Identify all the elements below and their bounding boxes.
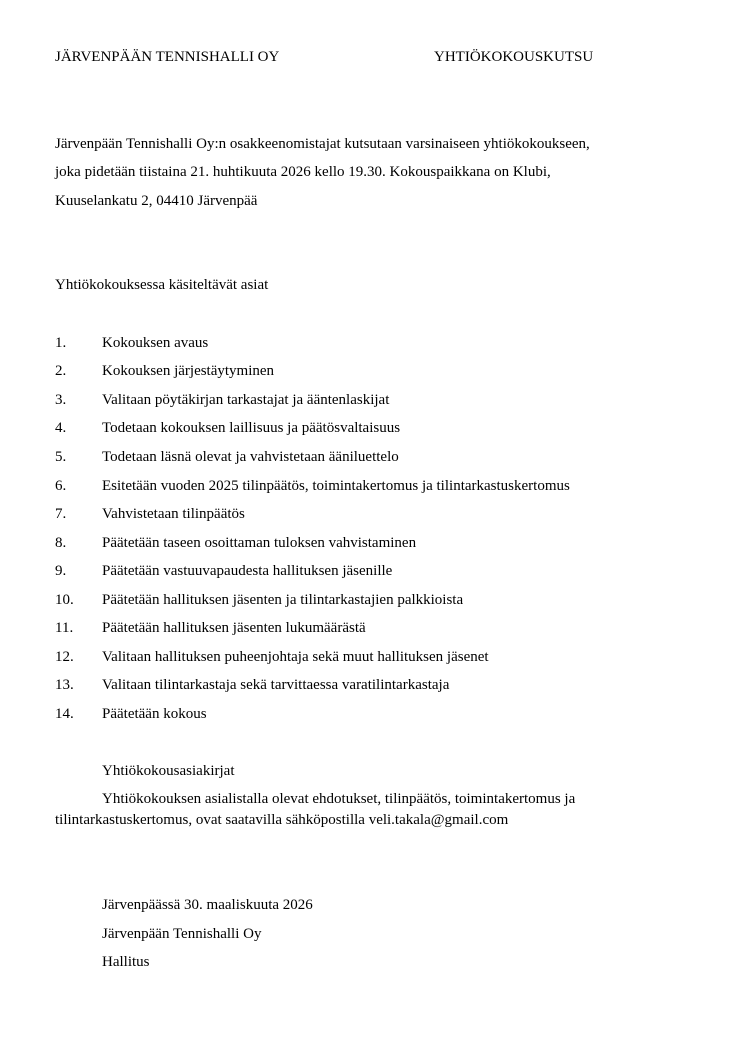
agenda-item-number: 12. [55,649,74,665]
agenda-item-text: Päätetään kokous [102,706,207,722]
company-name-header: JÄRVENPÄÄN TENNISHALLI OY [55,49,280,65]
agenda-item [0,419,738,437]
agenda-item-number: 13. [55,677,74,693]
signature-company: Järvenpään Tennishalli Oy [102,926,262,942]
agenda-item-text: Valitaan hallituksen puheenjohtaja sekä muut hallituksen jäsenet [102,649,489,665]
agenda-item-text: Kokouksen järjestäytyminen [102,363,275,379]
agenda-item-number: 8. [55,535,67,551]
agenda-item [0,648,738,666]
agenda-item [0,391,738,409]
agenda-item-number: 10. [55,592,74,608]
intro-line: Kuuselankatu 2, 04410 Järvenpää [55,193,258,209]
agenda-item-text: Vahvistetaan tilinpäätös [102,506,245,522]
agenda-item [0,705,738,723]
agenda-item [0,562,738,580]
agenda-item [0,591,738,609]
agenda-item [0,477,738,495]
agenda-item-number: 7. [55,506,67,522]
agenda-item-text: Päätetään vastuuvapaudesta hallituksen jäsenille [102,563,393,579]
agenda-item-number: 11. [55,620,74,636]
agenda-item [0,334,738,352]
agenda-item-text: Päätetään hallituksen jäsenten ja tilintarkastajien palkkioista [102,592,464,608]
agenda-item-number: 2. [55,363,67,379]
agenda-heading: Yhtiökokouksessa käsiteltävät asiat [55,277,269,293]
agenda-item-text: Päätetään taseen osoittaman tuloksen vahvistaminen [102,535,417,551]
agenda-item [0,362,738,380]
agenda-item-number: 14. [55,706,74,722]
documents-text-line: tilintarkastuskertomus, ovat saatavilla sähköpostilla veli.takala@gmail.com [55,812,509,828]
agenda-item-number: 1. [55,335,67,351]
agenda-item [0,619,738,637]
agenda-item-number: 5. [55,449,67,465]
agenda-item-number: 9. [55,563,67,579]
agenda-item-number: 6. [55,478,67,494]
agenda-item-text: Valitaan tilintarkastaja sekä tarvittaessa varatilintarkastaja [102,677,450,693]
agenda-item-text: Todetaan kokouksen laillisuus ja päätösvaltaisuus [102,420,401,436]
agenda-item-number: 3. [55,392,67,408]
agenda-item-text: Todetaan läsnä olevat ja vahvistetaan ääniluettelo [102,449,399,465]
intro-line: Järvenpään Tennishalli Oy:n osakkeenomistajat kutsutaan varsinaiseen yhtiökokoukseen, [55,136,590,152]
document-type-header: YHTIÖKOKOUSKUTSU [434,49,594,65]
agenda-item-text: Esitetään vuoden 2025 tilinpäätös, toimintakertomus ja tilintarkastuskertomus [102,478,570,494]
agenda-item-text: Päätetään hallituksen jäsenten lukumäärästä [102,620,366,636]
agenda-item [0,534,738,552]
signature-body: Hallitus [102,954,150,970]
signature-place-date: Järvenpäässä 30. maaliskuuta 2026 [102,897,313,913]
agenda-item-text: Kokouksen avaus [102,335,209,351]
intro-line: joka pidetään tiistaina 21. huhtikuuta 2026 kello 19.30. Kokouspaikkana on Klubi, [55,164,551,180]
agenda-item [0,676,738,694]
agenda-item [0,448,738,466]
documents-text-line: Yhtiökokouksen asialistalla olevat ehdotukset, tilinpäätös, toimintakertomus ja [102,791,576,807]
agenda-item [0,505,738,523]
agenda-item-number: 4. [55,420,67,436]
documents-heading: Yhtiökokousasiakirjat [102,763,235,779]
agenda-item-text: Valitaan pöytäkirjan tarkastajat ja ääntenlaskijat [102,392,390,408]
